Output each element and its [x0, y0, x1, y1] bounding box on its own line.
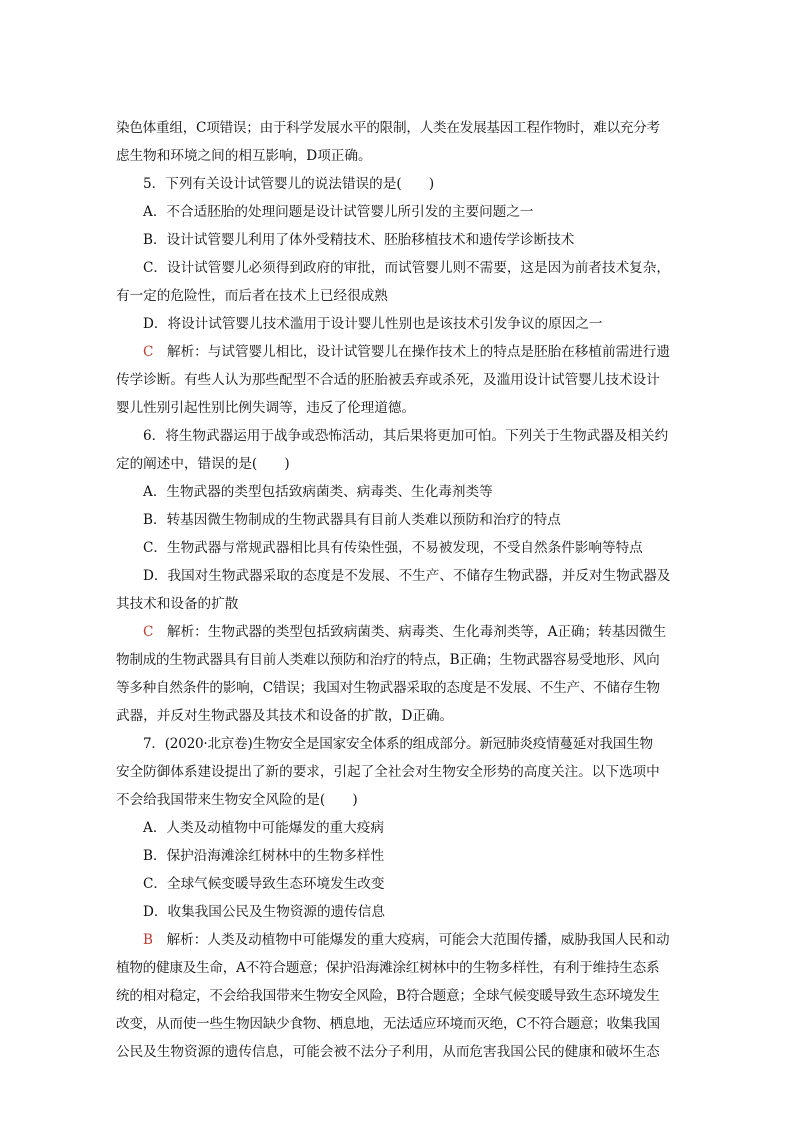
line-text: 其技术和设备的扩散: [116, 596, 239, 612]
line-text: 传学诊断。有些人认为那些配型不合适的胚胎被丢弃或杀死，及滥用设计试管婴儿技术设计: [116, 372, 660, 388]
line-text: 有一定的危险性，而后者在技术上已经很成熟: [116, 288, 388, 304]
answer-explanation-line: [116, 618, 681, 646]
line-text: D．我国对生物武器采取的态度是不发展、不生产、不储存生物武器，并反对生物武器及: [143, 568, 671, 584]
line-text: D．将设计试管婴儿技术滥用于设计婴儿性别也是该技术引发争议的原因之一: [143, 316, 603, 332]
line-text: 7．(2020·北京卷)生物安全是国家安全体系的组成部分。新冠肺炎疫情蔓延对我国生物: [143, 736, 653, 752]
text-line: [116, 674, 681, 702]
line-text: D．收集我国公民及生物资源的遗传信息: [143, 904, 385, 920]
line-text: 安全防御体系建设提出了新的要求，引起了全社会对生物安全形势的高度关注。以下选项中: [116, 764, 660, 780]
line-text: 染色体重组，C项错误；由于科学发展水平的限制，人类在发展基因工程作物时，难以充分考: [116, 120, 660, 136]
text-line: [116, 254, 681, 282]
text-line: [116, 590, 681, 618]
line-text: C．生物武器与常规武器相比具有传染性强，不易被发现，不受自然条件影响等特点: [143, 540, 643, 556]
line-text: 6．将生物武器运用于战争或恐怖活动，其后果将更加可怕。下列关于生物武器及相关约: [143, 428, 669, 444]
line-text: B．设计试管婴儿利用了体外受精技术、胚胎移植技术和遗传学诊断技术: [143, 232, 575, 248]
text-line: [116, 702, 681, 730]
text-line: [116, 646, 681, 674]
text-line: [116, 394, 681, 422]
text-line: [116, 954, 681, 982]
text-line: [116, 422, 681, 450]
text-line: [116, 814, 681, 842]
text-line: [116, 534, 681, 562]
text-line: [116, 1010, 681, 1038]
line-text: A．不合适胚胎的处理问题是设计试管婴儿所引发的主要问题之一: [143, 204, 534, 220]
text-line: [116, 786, 681, 814]
text-line: [116, 898, 681, 926]
answer-letter: C: [143, 624, 154, 640]
text-line: [116, 170, 681, 198]
text-line: [116, 366, 681, 394]
line-text: 婴儿性别引起性别比例失调等，违反了伦理道德。: [116, 400, 416, 416]
text-line: [116, 870, 681, 898]
line-text: 物制成的生物武器具有目前人类难以预防和治疗的特点，B正确；生物武器容易受地形、风向: [116, 652, 660, 668]
line-text: 不会给我国带来生物安全风险的是( ): [116, 792, 358, 808]
line-text: 等多种自然条件的影响，C错误；我国对生物武器采取的态度是不发展、不生产、不储存生物: [116, 680, 660, 696]
text-line: [116, 310, 681, 338]
line-text: 公民及生物资源的遗传信息，可能会被不法分子利用，从而危害我国公民的健康和破坏生态: [116, 1044, 660, 1060]
text-line: [116, 982, 681, 1010]
text-line: [116, 226, 681, 254]
line-text: 武器，并反对生物武器及其技术和设备的扩散，D正确。: [116, 708, 454, 724]
text-line: [116, 450, 681, 478]
line-text: 植物的健康及生命，A不符合题意；保护沿海滩涂红树林中的生物多样性，有利于维持生态系: [116, 960, 660, 976]
line-text: 解析：人类及动植物中可能爆发的重大疫病，可能会大范围传播，威胁我国人民和动: [153, 932, 670, 948]
line-text: 解析：生物武器的类型包括致病菌类、病毒类、生化毒剂类等，A正确；转基因微生: [153, 624, 667, 640]
line-text: 定的阐述中，错误的是( ): [116, 456, 290, 472]
line-text: A．生物武器的类型包括致病菌类、病毒类、生化毒剂类等: [143, 484, 493, 500]
line-text: A．人类及动植物中可能爆发的重大疫病: [143, 820, 384, 836]
document-page: [116, 114, 681, 1066]
text-line: [116, 114, 681, 142]
line-text: B．保护沿海滩涂红树林中的生物多样性: [143, 848, 385, 864]
text-line: [116, 758, 681, 786]
text-line: [116, 842, 681, 870]
text-line: [116, 198, 681, 226]
text-line: [116, 1038, 681, 1066]
text-line: [116, 282, 681, 310]
answer-letter: B: [143, 932, 153, 948]
line-text: 虑生物和环境之间的相互影响，D项正确。: [116, 148, 372, 164]
text-line: [116, 730, 681, 758]
line-text: C．设计试管婴儿必须得到政府的审批，而试管婴儿则不需要，这是因为前者技术复杂，: [143, 260, 670, 276]
answer-explanation-line: [116, 338, 681, 366]
answer-letter: C: [143, 344, 154, 360]
line-text: 解析：与试管婴儿相比，设计试管婴儿在操作技术上的特点是胚胎在移植前需进行遗: [153, 344, 670, 360]
line-text: 改变，从而使一些生物因缺少食物、栖息地，无法适应环境而灭绝，C不符合题意；收集我国: [116, 1016, 660, 1032]
text-line: [116, 478, 681, 506]
text-line: [116, 506, 681, 534]
text-line: [116, 142, 681, 170]
line-text: 5．下列有关设计试管婴儿的说法错误的是( ): [143, 176, 435, 192]
line-text: C．全球气候变暖导致生态环境发生改变: [143, 876, 385, 892]
line-text: B．转基因微生物制成的生物武器具有目前人类难以预防和治疗的特点: [143, 512, 561, 528]
answer-explanation-line: [116, 926, 681, 954]
text-line: [116, 562, 681, 590]
line-text: 统的相对稳定，不会给我国带来生物安全风险，B符合题意；全球气候变暖导致生态环境发生: [116, 988, 660, 1004]
